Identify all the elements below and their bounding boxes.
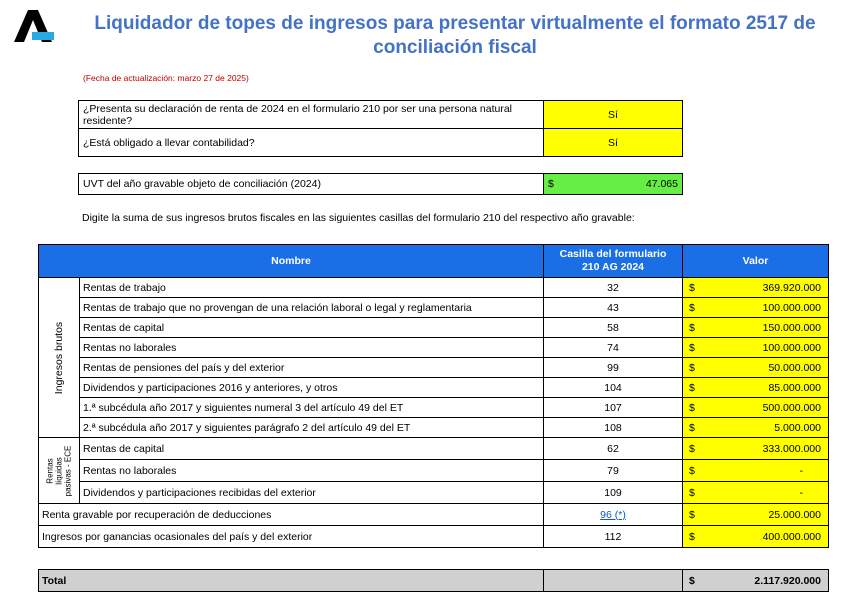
row-value-input[interactable] bbox=[683, 278, 829, 298]
uvt-value-cell bbox=[544, 174, 683, 195]
table-header-row bbox=[39, 245, 829, 278]
total-table bbox=[38, 569, 829, 592]
row-value-input[interactable] bbox=[683, 460, 829, 482]
currency-symbol: $ bbox=[689, 281, 695, 294]
row-name: Dividendos y participaciones recibidas del exterior bbox=[80, 482, 544, 504]
table-row bbox=[39, 398, 829, 418]
row-code: 108 bbox=[544, 418, 683, 438]
currency-symbol: $ bbox=[689, 530, 695, 543]
row-code: 109 bbox=[544, 482, 683, 504]
row-name: 2.ª subcédula año 2017 y siguientes parágrafo 2 del artículo 49 del ET bbox=[80, 418, 544, 438]
row-value-input[interactable] bbox=[683, 526, 829, 548]
row-value: 150.000.000 bbox=[762, 321, 821, 334]
row-code: 112 bbox=[544, 526, 683, 548]
table-row bbox=[39, 418, 829, 438]
currency-symbol: $ bbox=[689, 361, 695, 374]
group-rentas-pasivas-ece bbox=[39, 438, 80, 504]
total-label: Total bbox=[39, 570, 544, 592]
table-row bbox=[39, 278, 829, 298]
row-code: 79 bbox=[544, 460, 683, 482]
currency-symbol: $ bbox=[689, 301, 695, 314]
page-title: Liquidador de topes de ingresos para presentar virtualmente el formato 2517 de conciliación fiscal bbox=[94, 13, 816, 58]
row-name: Rentas no laborales bbox=[80, 460, 544, 482]
row-value-input[interactable] bbox=[683, 438, 829, 460]
row-value-input[interactable] bbox=[683, 378, 829, 398]
question-text: ¿Presenta su declaración de renta de 2024 en el formulario 210 por ser una persona natural residente? bbox=[79, 101, 544, 129]
row-value-input[interactable] bbox=[683, 398, 829, 418]
row-value-input[interactable] bbox=[683, 338, 829, 358]
currency-symbol: $ bbox=[689, 321, 695, 334]
casilla-96-link[interactable]: 96 (*) bbox=[600, 508, 626, 521]
update-note: (Fecha de actualización: marzo 27 de 2025) bbox=[83, 73, 249, 83]
row-value-input[interactable] bbox=[683, 504, 829, 526]
row-value-input[interactable] bbox=[683, 298, 829, 318]
currency-symbol: $ bbox=[689, 341, 695, 354]
row-name: Renta gravable por recuperación de deducciones bbox=[39, 504, 544, 526]
currency-symbol: $ bbox=[689, 401, 695, 414]
row-code: 62 bbox=[544, 438, 683, 460]
row-value: 50.000.000 bbox=[768, 361, 821, 374]
table-row bbox=[39, 504, 829, 526]
total-row bbox=[39, 570, 829, 592]
currency-symbol: $ bbox=[689, 421, 695, 434]
row-value: 5.000.000 bbox=[774, 421, 821, 434]
question-row bbox=[79, 101, 683, 129]
table-row bbox=[39, 482, 829, 504]
table-row bbox=[39, 338, 829, 358]
row-name: Dividendos y participaciones 2016 y anteriores, y otros bbox=[80, 378, 544, 398]
row-value: 85.000.000 bbox=[768, 381, 821, 394]
currency-symbol: $ bbox=[548, 178, 554, 190]
uvt-table bbox=[78, 173, 683, 195]
row-name: 1.ª subcédula año 2017 y siguientes numeral 3 del artículo 49 del ET bbox=[80, 398, 544, 418]
row-value: 333.000.000 bbox=[762, 442, 821, 455]
row-code: 107 bbox=[544, 398, 683, 418]
row-value-input[interactable] bbox=[683, 418, 829, 438]
group-ingresos-brutos bbox=[39, 278, 80, 438]
table-row bbox=[39, 378, 829, 398]
row-name: Rentas de pensiones del país y del exterior bbox=[80, 358, 544, 378]
instruction-text: Digite la suma de sus ingresos brutos fiscales en las siguientes casillas del formulario 210 del respectivo año gravable: bbox=[82, 212, 635, 224]
income-table bbox=[38, 244, 829, 548]
group-label: Ingresos brutos bbox=[53, 321, 65, 394]
total-value: 2.117.920.000 bbox=[754, 574, 821, 587]
row-code-link[interactable] bbox=[544, 504, 683, 526]
currency-symbol: $ bbox=[689, 381, 695, 394]
table-row bbox=[39, 526, 829, 548]
uvt-value: 47.065 bbox=[645, 178, 678, 190]
currency-symbol: $ bbox=[689, 464, 695, 477]
table-row bbox=[39, 318, 829, 338]
row-value: - bbox=[799, 486, 803, 499]
row-code: 43 bbox=[544, 298, 683, 318]
answer-select-contabilidad[interactable]: Sí bbox=[544, 129, 683, 157]
row-value: 25.000.000 bbox=[768, 508, 821, 521]
currency-symbol: $ bbox=[689, 574, 695, 587]
row-value: 100.000.000 bbox=[762, 341, 821, 354]
table-row bbox=[39, 298, 829, 318]
row-value-input[interactable] bbox=[683, 318, 829, 338]
currency-symbol: $ bbox=[689, 442, 695, 455]
currency-symbol: $ bbox=[689, 508, 695, 521]
header-casilla: Casilla del formulario 210 AG 2024 bbox=[544, 245, 683, 278]
row-value: 369.920.000 bbox=[762, 281, 821, 294]
questions-table bbox=[78, 100, 683, 157]
row-name: Rentas no laborales bbox=[80, 338, 544, 358]
question-text: ¿Está obligado a llevar contabilidad? bbox=[79, 129, 544, 157]
row-name: Rentas de capital bbox=[80, 318, 544, 338]
table-row bbox=[39, 460, 829, 482]
table-row bbox=[39, 358, 829, 378]
group-label: Rentas líquidas pasivas - ECE bbox=[45, 445, 73, 496]
row-value-input[interactable] bbox=[683, 482, 829, 504]
row-name: Rentas de capital bbox=[80, 438, 544, 460]
question-row bbox=[79, 129, 683, 157]
row-value: - bbox=[799, 464, 803, 477]
total-empty bbox=[544, 570, 683, 592]
uvt-label: UVT del año gravable objeto de conciliación (2024) bbox=[79, 174, 544, 195]
answer-select-residente[interactable]: Sí bbox=[544, 101, 683, 129]
row-name: Rentas de trabajo que no provengan de una relación laboral o legal y reglamentaria bbox=[80, 298, 544, 318]
row-code: 74 bbox=[544, 338, 683, 358]
row-code: 99 bbox=[544, 358, 683, 378]
currency-symbol: $ bbox=[689, 486, 695, 499]
row-value: 400.000.000 bbox=[762, 530, 821, 543]
total-value-cell bbox=[683, 570, 829, 592]
table-row bbox=[39, 438, 829, 460]
row-code: 32 bbox=[544, 278, 683, 298]
actualicese-logo bbox=[12, 8, 54, 44]
row-name: Rentas de trabajo bbox=[80, 278, 544, 298]
row-value-input[interactable] bbox=[683, 358, 829, 378]
row-code: 58 bbox=[544, 318, 683, 338]
header-nombre: Nombre bbox=[39, 245, 544, 278]
row-value: 500.000.000 bbox=[762, 401, 821, 414]
header-valor: Valor bbox=[683, 245, 829, 278]
row-code: 104 bbox=[544, 378, 683, 398]
row-value: 100.000.000 bbox=[762, 301, 821, 314]
row-name: Ingresos por ganancias ocasionales del país y del exterior bbox=[39, 526, 544, 548]
